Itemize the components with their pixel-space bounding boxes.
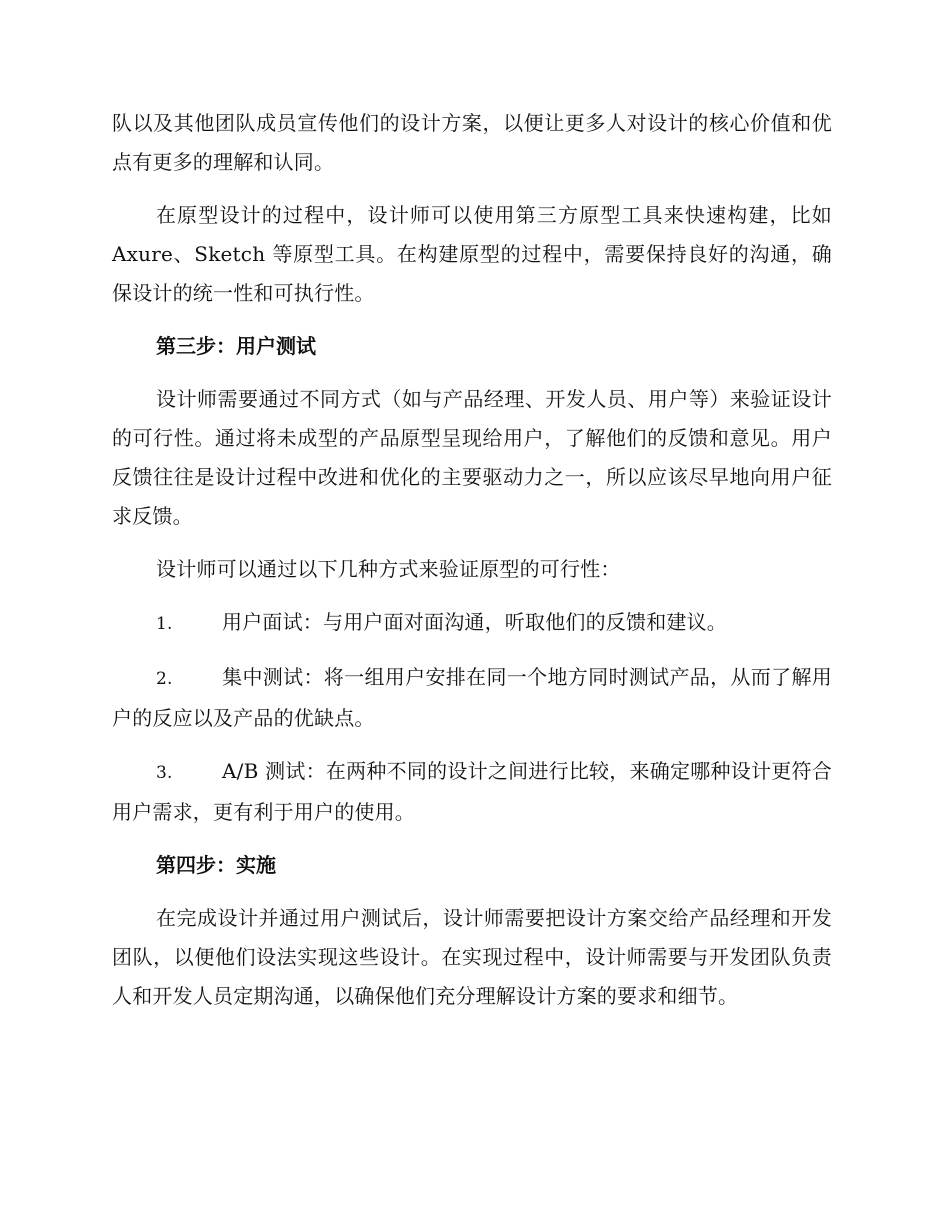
section-heading-step-4: 第四步：实施 (156, 853, 276, 877)
list-item-number: 1. (156, 614, 173, 634)
list-item (112, 658, 832, 738)
document-body (112, 104, 832, 1030)
list-item-text: 用户面试：与用户面对面沟通，听取他们的反馈和建议。 (222, 610, 727, 634)
paragraph-prototype-tools: 在原型设计的过程中，设计师可以使用第三方原型工具来快速构建，比如 Axure、Sketch 等原型工具。在构建原型的过程中，需要保持良好的沟通，确保设计的统一性和可执行性。 (112, 203, 832, 305)
list-item-number: 3. (156, 763, 173, 783)
paragraph-continuation: 队以及其他团队成员宣传他们的设计方案，以便让更多人对设计的核心价值和优点有更多的理解和认同。 (112, 111, 832, 174)
list-item-text: A/B 测试：在两种不同的设计之间进行比较，来确定哪种设计更符合用户需求，更有利于用户的使用。 (112, 759, 832, 824)
paragraph-user-testing: 设计师需要通过不同方式（如与产品经理、开发人员、用户等）来验证设计的可行性。通过将未成型的产品原型呈现给用户，了解他们的反馈和意见。用户反馈往往是设计过程中改进和优化的主要驱动力之一，所以应该尽早地向用户征求反馈。 (112, 387, 832, 528)
list-item (112, 603, 832, 644)
paragraph-validation-intro: 设计师可以通过以下几种方式来验证原型的可行性： (156, 557, 621, 581)
list-item (112, 752, 832, 832)
list-item-number: 2. (156, 669, 173, 689)
paragraph-implementation: 在完成设计并通过用户测试后，设计师需要把设计方案交给产品经理和开发团队，以便他们设法实现这些设计。在实现过程中，设计师需要与开发团队负责人和开发人员定期沟通，以确保他们充分理解设计方案的要求和细节。 (112, 906, 832, 1008)
section-heading-step-3: 第三步：用户测试 (156, 334, 316, 358)
list-item-text: 集中测试：将一组用户安排在同一个地方同时测试产品，从而了解用户的反应以及产品的优缺点。 (112, 665, 832, 730)
